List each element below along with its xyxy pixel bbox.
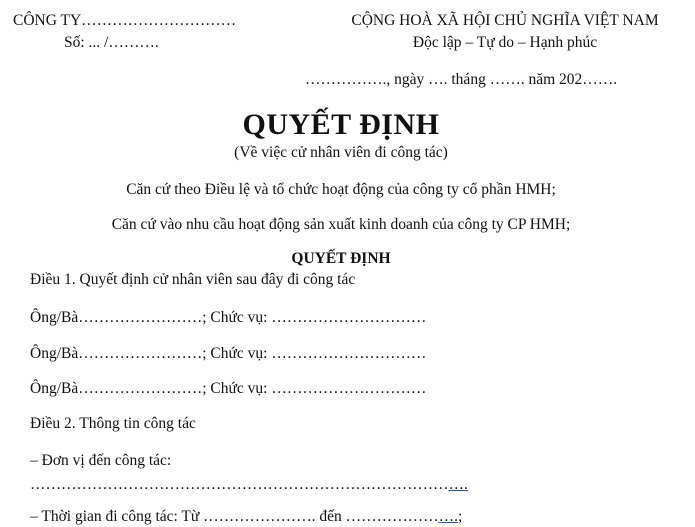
article-1-heading: Điều 1. Quyết định cử nhân viên sau đây đi công tác: [30, 271, 356, 288]
document-title: QUYẾT ĐỊNH: [242, 108, 440, 141]
time-dots-underlined: ….: [438, 508, 459, 525]
employee-row-3: Ông/Bà……………………; Chức vụ: …………………………: [30, 380, 427, 397]
employee-row-2: Ông/Bà……………………; Chức vụ: …………………………: [30, 345, 427, 362]
nation-name: CỘNG HOÀ XÃ HỘI CHỦ NGHĨA VIỆT NAM: [351, 12, 659, 29]
company-name: CÔNG TY…………………………: [13, 12, 237, 29]
date-line: ……………., ngày …. tháng ……. năm 202…….: [305, 71, 618, 88]
decision-heading: QUYẾT ĐỊNH: [291, 250, 391, 267]
destination-dots: ………………………………………………………………………: [30, 476, 449, 493]
time-text: – Thời gian đi công tác: Từ …………………. đến ………………: [30, 508, 439, 525]
nation-motto: Độc lập – Tự do – Hạnh phúc: [412, 34, 598, 51]
destination-dots-line: [30, 476, 468, 494]
time-end: ;: [458, 508, 463, 525]
document-subtitle: (Về việc cử nhân viên đi công tác): [234, 144, 448, 161]
article-2-heading: Điều 2. Thông tin công tác: [30, 415, 196, 432]
destination-dots-underlined: ….: [448, 476, 468, 493]
basis-line-1: Căn cứ theo Điều lệ và tổ chức hoạt động của công ty cổ phần HMH;: [126, 181, 556, 198]
employee-row-1: Ông/Bà……………………; Chức vụ: …………………………: [30, 309, 427, 326]
destination-label: – Đơn vị đến công tác:: [30, 452, 172, 469]
basis-line-2: Căn cứ vào nhu cầu hoạt động sản xuất kinh doanh của công ty CP HMH;: [111, 216, 571, 233]
time-line: [30, 508, 462, 526]
decision-number: Số: ... /……….: [64, 34, 159, 51]
